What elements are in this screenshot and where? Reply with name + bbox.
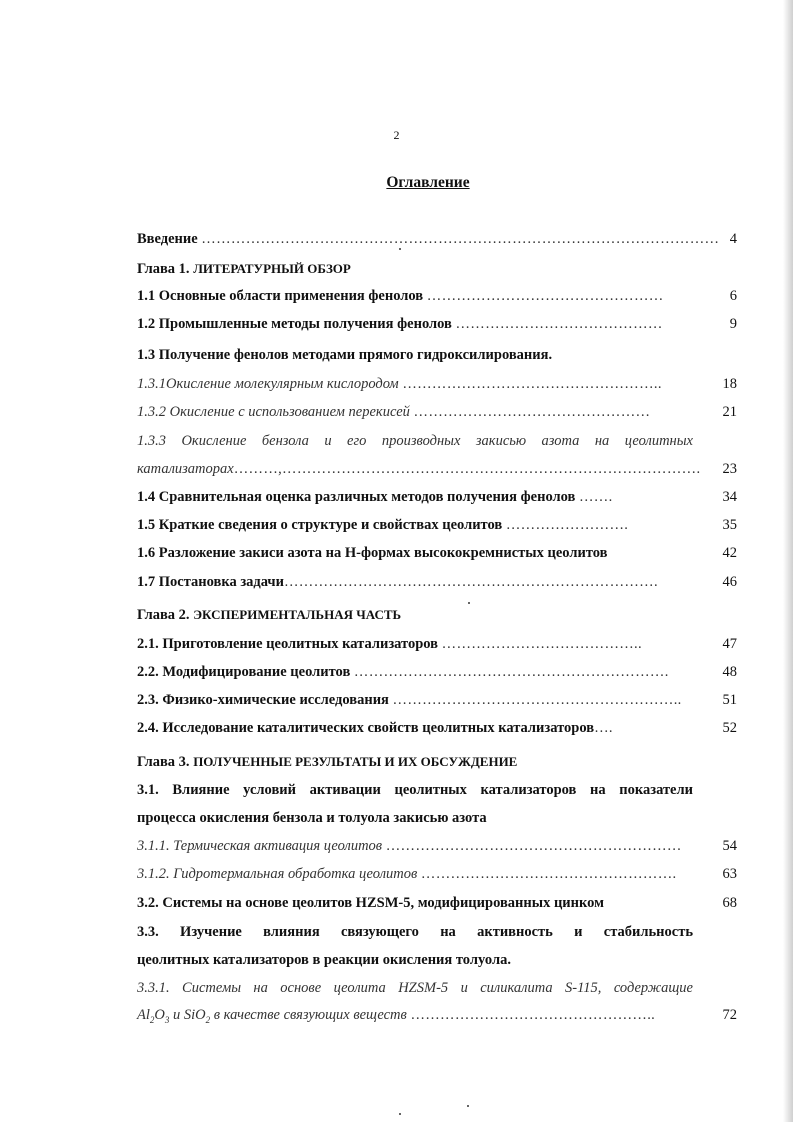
toc-leader: ………………………………………………………………….	[283, 574, 658, 590]
toc-entry-1-4[interactable]	[137, 486, 737, 508]
toc-entry-title: 1.4 Сравнительная оценка различных методов получения фенолов	[137, 489, 576, 505]
toc-page: 9	[729, 316, 737, 332]
toc-entry-3-3[interactable]	[137, 949, 737, 971]
toc-page: 6	[729, 288, 737, 304]
toc-entry-title: 3.2. Системы на основе цеолитов HZSM-5, модифицированных цинком	[137, 895, 605, 911]
page-number: 2	[393, 128, 400, 142]
toc-entry-title: 2.2. Модифицирование цеолитов	[137, 664, 351, 680]
toc-entry-1-3-1[interactable]	[137, 373, 737, 395]
toc-entry-intro[interactable]	[137, 228, 737, 250]
toc-page: 72	[722, 1007, 737, 1023]
chapter-prefix: Глава 2.	[137, 607, 190, 623]
toc-page: 51	[722, 692, 737, 708]
toc-entry-3-3-1[interactable]	[137, 1004, 737, 1026]
toc-entry-1-7[interactable]	[137, 571, 737, 593]
toc-leader: …….	[578, 489, 613, 505]
toc-page: 47	[722, 636, 737, 652]
toc-entry-1-5[interactable]	[137, 514, 737, 536]
toc-entry-2-3[interactable]	[137, 689, 737, 711]
toc-entry-title: катализаторах	[137, 461, 234, 477]
scan-speck	[468, 602, 470, 604]
chapter-name: ЛИТЕРАТУРНЫЙ ОБЗОР	[193, 261, 351, 276]
toc-entry-title: 1.7 Постановка задачи	[137, 574, 284, 590]
toc-entry-title: 1.3.1Окисление молекулярным кислородом	[137, 376, 399, 392]
scan-edge-shadow	[783, 0, 793, 1122]
toc-leader: ………,………………………………………………………………………….	[233, 461, 701, 477]
toc-entry-title: $Al_2O_3$ и SiO$_2$ в качестве связующих веществ …………………………………………..	[137, 1007, 656, 1025]
toc-page: 23	[722, 461, 737, 477]
toc-entry-1-2[interactable]	[137, 313, 737, 335]
toc-entry-title: 1.1 Основные области применения фенолов	[137, 288, 424, 304]
toc-leader: ……………………………………………………	[385, 838, 682, 854]
toc-leader: ……………………………………………..	[402, 376, 662, 392]
toc-entry-3-1-2[interactable]	[137, 863, 737, 885]
toc-entry-title: цеолитных катализаторов в реакции окисления толуола.	[137, 952, 511, 968]
chapter-name: ЭКСПЕРИМЕНТАЛЬНАЯ ЧАСТЬ	[193, 607, 402, 622]
toc-page: 42	[722, 545, 737, 561]
title-text: Оглавление	[386, 174, 470, 191]
toc-page: 21	[722, 404, 737, 420]
toc-entry-1-6[interactable]	[137, 542, 737, 564]
toc-leader: ……………………………………………………………………………………………	[201, 231, 720, 247]
scan-speck	[399, 248, 401, 250]
toc-entry-title: 3.1.1. Термическая активация цеолитов	[137, 838, 383, 854]
toc-entry-1-3-2[interactable]	[137, 401, 737, 423]
toc-entry-3-3-1-line1[interactable]: 3.3.1. Системы на основе цеолита HZSM-5 и силикалита S-115, содержащие	[137, 980, 693, 996]
toc-page: 34	[722, 489, 737, 505]
toc-entry-title: 2.1. Приготовление цеолитных катализаторов	[137, 636, 439, 652]
scan-speck	[399, 1113, 401, 1115]
chapter-name: ПОЛУЧЕННЫЕ РЕЗУЛЬТАТЫ И ИХ ОБСУЖДЕНИЕ	[193, 754, 518, 769]
toc-entry-2-1[interactable]	[137, 633, 737, 655]
toc-entry-3-2[interactable]	[137, 892, 737, 914]
toc-entry-1-3-3[interactable]	[137, 458, 737, 480]
scan-speck	[467, 1105, 469, 1107]
toc-entry-title: 1.2 Промышленные методы получения фенолов	[137, 316, 452, 332]
toc-entry-1-1[interactable]	[137, 285, 737, 307]
chapter-prefix: Глава 1.	[137, 261, 190, 277]
toc-entry-title: 1.5 Краткие сведения о структуре и свойствах цеолитов	[137, 517, 503, 533]
toc-entry-2-4[interactable]	[137, 717, 737, 739]
toc-page: 52	[722, 720, 737, 736]
toc-page: 4	[729, 231, 737, 247]
toc-leader: …………………………………………….	[420, 866, 677, 882]
toc-page: 48	[722, 664, 737, 680]
toc-leader: ……………………………………	[455, 316, 663, 332]
toc-leader: …………………………………………..	[410, 1007, 656, 1023]
toc-page: 68	[722, 895, 737, 911]
chapter-prefix: Глава 3.	[137, 754, 190, 770]
toc-leader: …………………………………………	[413, 404, 651, 420]
page-title	[0, 174, 793, 192]
toc-page: 35	[722, 517, 737, 533]
toc-leader: …………………………………………	[426, 288, 664, 304]
toc-page: 54	[722, 838, 737, 854]
toc-entry-title: Введение	[137, 231, 198, 247]
toc-leader: …………………………………..	[441, 636, 642, 652]
toc-page: 46	[722, 574, 737, 590]
toc-chapter-2[interactable]	[137, 604, 737, 626]
toc-entry-3-1[interactable]	[137, 807, 737, 829]
toc-page: 63	[722, 866, 737, 882]
toc-entry-title: процесса окисления бензола и толуола закисью азота	[137, 810, 487, 826]
toc-entry-1-3-3-line1[interactable]: 1.3.3 Окисление бензола и его производных закисью азота на цеолитных	[137, 433, 693, 449]
toc-entry-title: 2.4. Исследование каталитических свойств цеолитных катализаторов	[137, 720, 595, 736]
toc-entry-2-2[interactable]	[137, 661, 737, 683]
toc-chapter-3[interactable]	[137, 751, 737, 773]
toc-entry-title: 1.6 Разложение закиси азота на Н-формах высококремнистых цеолитов	[137, 545, 608, 561]
toc-entry-title: 1.3.2 Окисление с использованием перекисей	[137, 404, 410, 420]
toc-entry-title: 1.3 Получение фенолов методами прямого гидроксилирования.	[137, 347, 553, 363]
toc-entry-1-3[interactable]	[137, 344, 737, 366]
toc-leader: …………………………………………………..	[392, 692, 682, 708]
toc-entry-title: 3.1.2. Гидротермальная обработка цеолитов	[137, 866, 418, 882]
toc-page: 18	[722, 376, 737, 392]
toc-entry-3-1-line1[interactable]: 3.1. Влияние условий активации цеолитных катализаторов на показатели	[137, 782, 693, 798]
toc-leader: …………………….	[505, 517, 629, 533]
toc-leader: ……………………………………………………….	[353, 664, 669, 680]
toc-entry-3-1-1[interactable]	[137, 835, 737, 857]
toc-entry-title: 2.3. Физико-химические исследования	[137, 692, 389, 708]
toc-chapter-1[interactable]	[137, 258, 737, 280]
toc-entry-3-3-line1[interactable]: 3.3. Изучение влияния связующего на активность и стабильность	[137, 924, 693, 940]
toc-leader: ….	[594, 720, 613, 736]
